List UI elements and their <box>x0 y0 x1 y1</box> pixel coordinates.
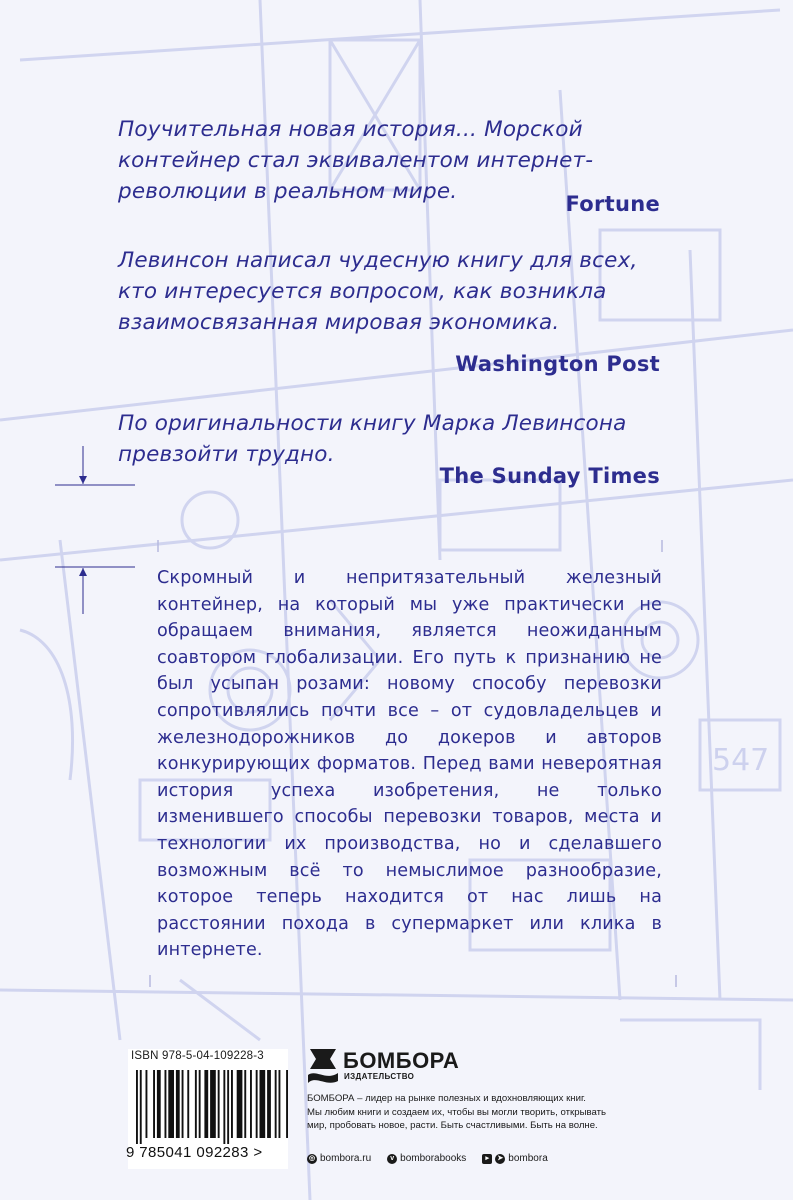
publisher-description <box>307 1092 667 1133</box>
publisher-name: БОМБОРА <box>343 1048 460 1073</box>
publisher-subtitle: ИЗДАТЕЛЬСТВО <box>344 1072 415 1081</box>
video-icon: ▸ <box>482 1154 492 1164</box>
isbn-label: ISBN 978-5-04-109228-3 <box>131 1050 264 1062</box>
social-website[interactable] <box>307 1153 371 1164</box>
publisher-line: БОМБОРА – лидер на рынке полезных и вдохновляющих книг. <box>307 1093 586 1104</box>
bombora-logo-icon <box>306 1045 340 1085</box>
quote-source-fortune: Fortune <box>565 192 660 216</box>
book-description: Скромный и непритязательный железный контейнер, на который мы уже практически не обращаем внимания, является неожиданным соавтором глобализации. Его путь к признанию не был усыпан розами: новому способу перевозки сопротивлялись почти все – от судовладельцев и железнодорожников до докеров и авторов конкурирующих форматов. Перед вами невероятная история успеха изобретения, не только изменившего способы перевозки товаров, места и технологии их производства, но и сделавшего возможным всё то немыслимое разнообразие, которое теперь находится от нас лишь на расстоянии похода в супермаркет или клика в интернете. <box>157 568 662 961</box>
blueprint-number: 547 <box>712 743 770 778</box>
publisher-line: мир, пробовать новое, расти. Быть счастливыми. Быть на волне. <box>307 1120 598 1131</box>
vk-icon: v <box>387 1154 397 1164</box>
quote-fortune: Поучительная новая история... Морской контейнер стал эквивалентом интернет-революции в реальном мире. <box>118 117 594 204</box>
telegram-icon: ➤ <box>495 1154 505 1164</box>
social-vk-label: bomborabooks <box>400 1153 467 1164</box>
publisher-line: Мы любим книги и создаем их, чтобы вы могли творить, открывать <box>307 1106 606 1118</box>
social-website-label: bombora.ru <box>320 1153 372 1164</box>
social-telegram-label: bombora <box>508 1153 548 1164</box>
quote-source-sunday-times: The Sunday Times <box>439 464 660 488</box>
barcode <box>128 1068 288 1144</box>
social-video-telegram[interactable] <box>482 1153 547 1164</box>
quote-source-washington-post: Washington Post <box>455 352 660 376</box>
dimension-marker-bottom <box>55 566 140 616</box>
social-vk[interactable] <box>387 1153 466 1164</box>
globe-icon: ◎ <box>308 1154 316 1162</box>
quote-washington-post: Левинсон написал чудесную книгу для всех, кто интересуется вопросом, как возникла взаимосвязанная мировая экономика. <box>118 248 638 335</box>
barcode-digits: 9 785041 092283 > <box>126 1144 263 1161</box>
publisher-socials <box>307 1153 564 1164</box>
quote-sunday-times: По оригинальности книгу Марка Левинсона превзойти трудно. <box>118 411 627 467</box>
